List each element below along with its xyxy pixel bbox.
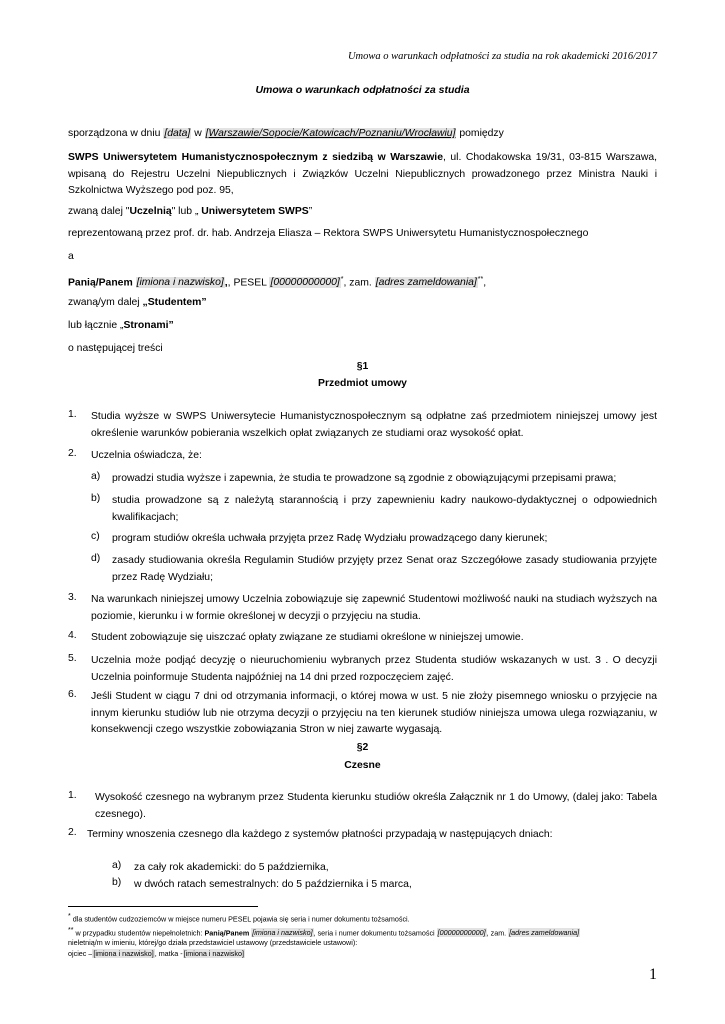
document-field: [00000000000]: [437, 928, 486, 938]
address-field: [adres zameldowania]: [509, 928, 580, 938]
section1-number: §1: [356, 361, 369, 372]
section1-item-6: Jeśli Student w ciągu 7 dni od otrzymania informacji, o której mowa w ust. 5 nie złoży pisemnego wniosku o przyjęcie na innym kierunku studiów lub nie otrzyma decyzji o przyjęciu na ten kierunek studiów niniejsza umowa ulega rozwiązaniu, w konsekwencji czego wszystkie zobowiązania Stron w niej zawarte wygasają.: [91, 691, 657, 735]
section2-item-1: Wysokość czesnego na wybranym przez Studenta kierunku studiów określa Załącznik nr 1 do Umowy, (dalej jako: Tabela czesnego).: [95, 792, 657, 820]
section1-subitem-d: zasady studiowania określa Regulamin Studiów przyjęty przez Senat oraz Szczegółowe zasady studiowania przyjęte przez Radę Wydziału;: [112, 555, 657, 583]
text: " lub „: [171, 206, 202, 217]
text: pomiędzy: [456, 128, 504, 139]
intro-date-line: [68, 126, 657, 143]
item-number: 2.: [68, 827, 77, 838]
subitem-letter: c): [91, 531, 100, 542]
section1-subitem-c: program studiów określa uchwała przyjęta przez Radę Wydziału prowadzącego dany kierunek;: [112, 533, 548, 544]
party2-paragraph: Panią/Panem [imiona i nazwisko],, PESEL [00000000000]*, zam. [adres zameldowania]**,: [68, 276, 487, 289]
text: zwaną/ym dalej: [68, 297, 143, 308]
text: ojciec –: [68, 949, 93, 958]
party1-name: SWPS Uniwersytetem Humanistycznospołecznym z siedzibą w Warszawie: [68, 152, 443, 163]
section1-item-3: Na warunkach niniejszej umowy Uczelnia zobowiązuje się zapewnić Studentowi możliwość nauki na studiach wyższych na poziomie, kierunku i w formie określonej w decyzji o przyjęciu na studia.: [91, 594, 657, 622]
footnote-2-line2: nieletnią/m w imieniu, której/go działa przedstawiciel ustawowy (przedstawiciele ustawowi):: [68, 938, 358, 947]
section1-item-2: Uczelnia oświadcza, że:: [91, 450, 202, 461]
section1-subitem-a: prowadzi studia wyższe i zapewnia, że studia te prowadzone są zgodnie z obowiązującymi przepisami prawa;: [112, 473, 617, 484]
father-field: [imiona i nazwisko]: [93, 949, 154, 958]
section1-heading: Przedmiot umowy: [318, 378, 407, 389]
text: Panią/Panem: [204, 928, 250, 938]
text: , matka -: [154, 949, 183, 958]
section1-item-1: Studia wyższe w SWPS Uniwersytecie Humanistycznospołecznym są odpłatne zaś przedmiotem niniejszej umowy jest określenie warunków pobierania wszelkich opłat związanych ze studiami oraz wysokość opłat.: [91, 411, 657, 439]
item-number: 2.: [68, 448, 77, 459]
subitem-letter: b): [112, 877, 122, 888]
swps-term: Uniwersytetem SWPS: [201, 206, 309, 217]
footnote-2: [68, 926, 657, 938]
date-field: [data]: [164, 128, 191, 139]
footnote-mark: *: [68, 913, 71, 920]
text: w przypadku studentów niepełnoletnich:: [73, 928, 205, 938]
footnote-1: [68, 912, 657, 924]
item-number: 5.: [68, 653, 77, 664]
subitem-letter: b): [91, 493, 101, 504]
text: sporządzona w dniu: [68, 128, 164, 139]
section2-subitem-a: za cały rok akademicki: do 5 października,: [134, 862, 329, 873]
page-number: 1: [649, 966, 657, 983]
text: w: [191, 128, 205, 139]
section1-item-4: Student zobowiązuje się uiszczać opłaty związane ze studiami określone w niniejszej umowie.: [91, 632, 524, 643]
footnote-ref: **: [477, 276, 484, 283]
uczelnia-term: Uczelnią: [129, 206, 172, 217]
item-number: 4.: [68, 630, 77, 641]
subitem-letter: d): [91, 553, 101, 564]
section2-heading: Czesne: [344, 760, 381, 771]
name-field: [imiona i nazwisko]: [252, 928, 313, 938]
name-field: [imiona i nazwisko]: [136, 277, 224, 289]
footnote-2-line3: [68, 949, 657, 959]
student-term: „Studentem”: [142, 297, 207, 308]
and-word: a: [68, 251, 74, 262]
pesel-field: [00000000000]: [270, 277, 340, 289]
footnote-ref: *: [340, 276, 344, 283]
section2-item-2: Terminy wnoszenia czesnego dla każdego z systemów płatności przypadają w następujących dniach:: [87, 829, 553, 840]
text: ”: [308, 206, 313, 217]
section1-item-5: Uczelnia może podjąć decyzję o nieuruchomieniu wybranych przez Studenta studiów wskazanych w ust. 3 . O decyzji Uczelnia poinformuje Studenta najpóźniej na 14 dni przed rozpoczęciem zajęć.: [91, 655, 657, 683]
section2-number: §2: [356, 742, 369, 753]
item-number: 1.: [68, 790, 77, 801]
text: , zam.: [343, 277, 375, 289]
called-paragraph: [68, 204, 657, 221]
section1-subitem-b: studia prowadzone są z należytą starannością i przy zapewnieniu kadry naukowo-dydaktycznej o odpowiednich kwalifikacjach;: [112, 495, 657, 523]
party1-paragraph: [68, 150, 657, 200]
jointly-paragraph: [68, 318, 657, 335]
section2-subitem-b: w dwóch ratach semestralnych: do 5 października i 5 marca,: [134, 879, 412, 890]
footnote-mark: **: [68, 927, 74, 934]
text: zwaną dalej ": [68, 206, 130, 217]
address-field: [adres zameldowania]: [375, 277, 477, 289]
strony-term: Stronami”: [123, 320, 174, 331]
mother-field: [imiona i nazwisko]: [183, 949, 244, 958]
text: ,: [483, 277, 487, 289]
represented-paragraph: reprezentowaną przez prof. dr. hab. Andrzeja Eliasza – Rektora SWPS Uniwersytetu Humanistycznospołecznego: [68, 228, 589, 239]
text: , zam.: [486, 928, 509, 938]
text: lub łącznie „: [68, 320, 124, 331]
document-title: Umowa o warunkach odpłatności za studia: [255, 84, 470, 96]
running-header: Umowa o warunkach odpłatności za studia na rok akademicki 2016/2017: [347, 51, 657, 62]
item-number: 1.: [68, 409, 77, 420]
party2-label: Panią/Panem: [68, 277, 133, 289]
footnote-text: dla studentów cudzoziemców w miejsce numeru PESEL pojawia się seria i numer dokumentu tożsamości.: [70, 914, 410, 924]
party1-details: , ul. Chodakowska 19/31, 03-815 Warszawa, wpisaną do Rejestru Uczelni Niepublicznych i Związków Uczelni Niepublicznych prowadzonego przez Ministra Nauki i Szkolnictwa Wyższego pod poz. 95,: [68, 152, 657, 196]
subitem-letter: a): [112, 860, 122, 871]
item-number: 6.: [68, 689, 77, 700]
footnote-separator: [68, 906, 258, 907]
following-line: o następującej treści: [68, 343, 163, 354]
item-number: 3.: [68, 592, 77, 603]
place-field: [Warszawie/Sopocie/Katowicach/Poznaniu/Wrocławiu]: [205, 128, 456, 139]
text: , PESEL: [227, 277, 270, 289]
text: , seria i numer dokumentu tożsamości: [313, 928, 437, 938]
subitem-letter: a): [91, 471, 101, 482]
called2-paragraph: [68, 295, 657, 312]
